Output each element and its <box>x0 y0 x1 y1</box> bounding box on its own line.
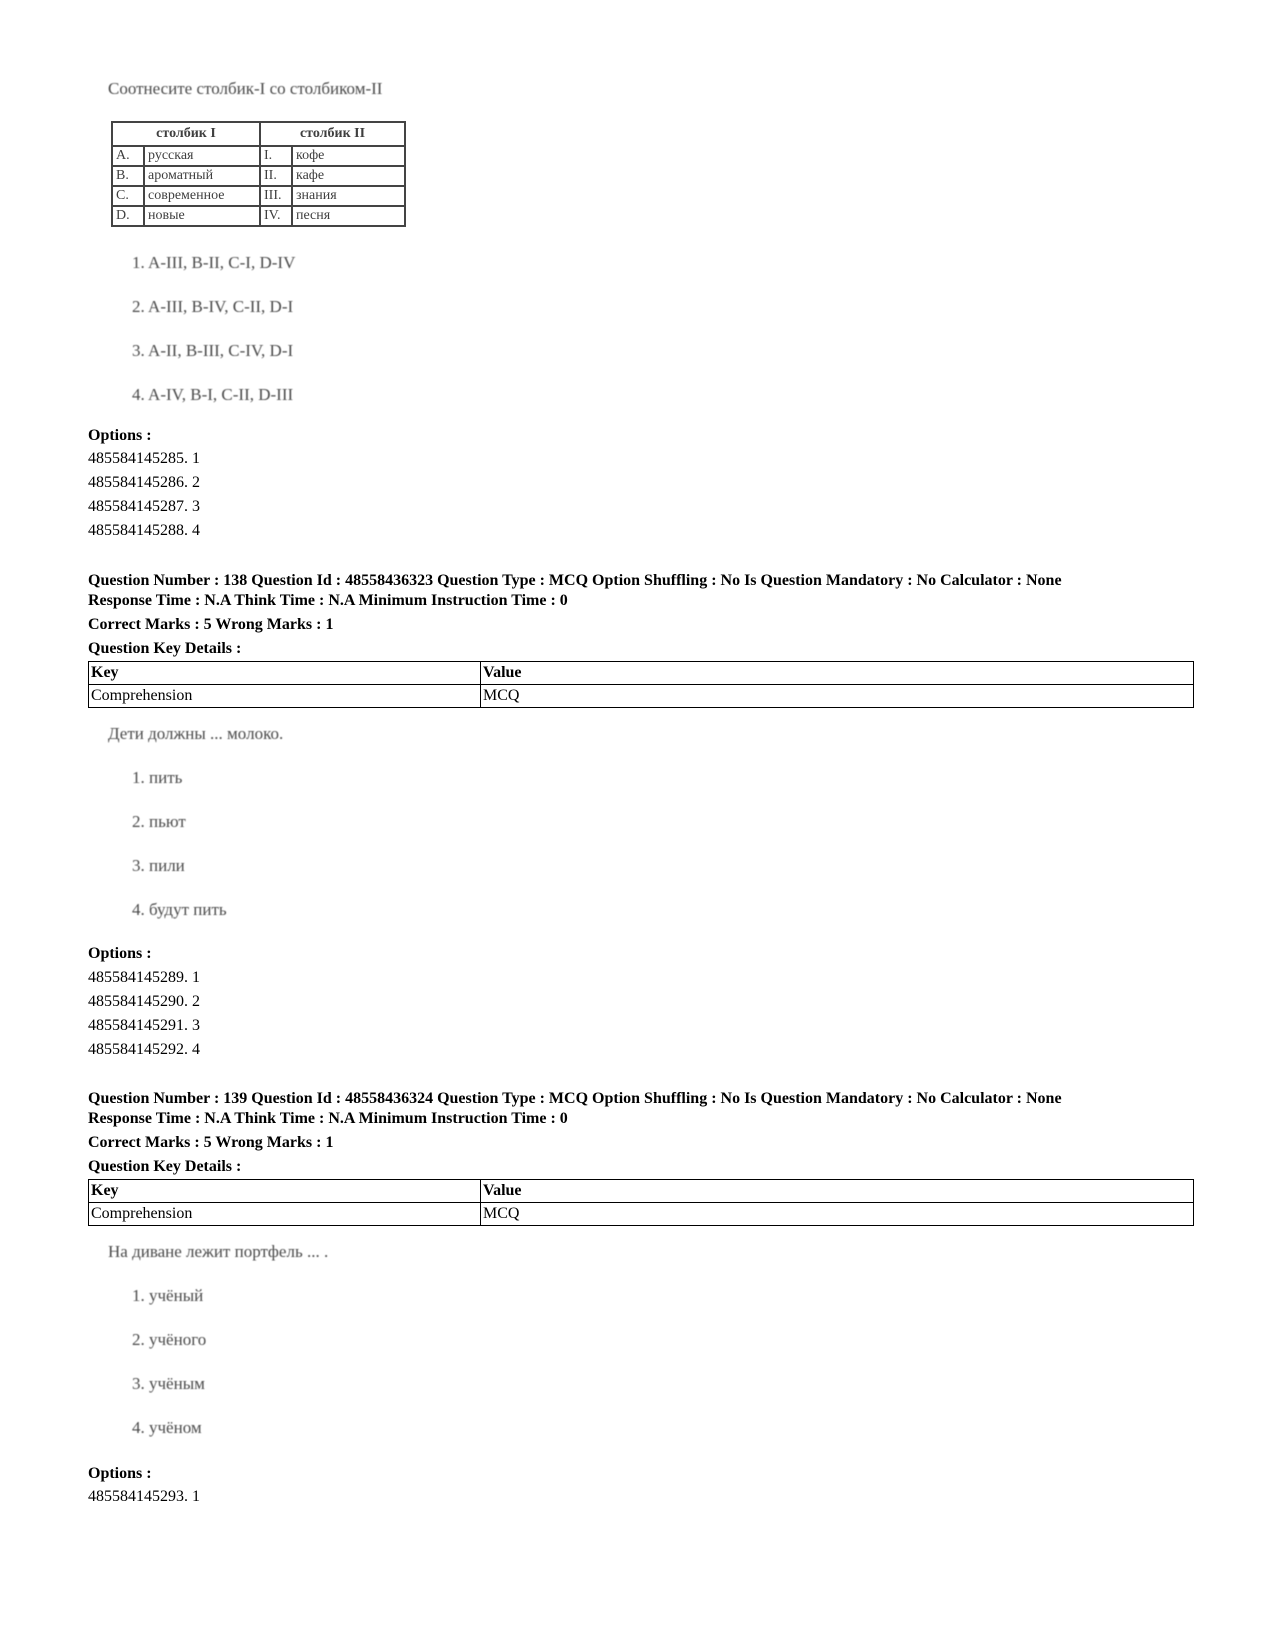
choice-item: 1. пить <box>132 768 183 787</box>
match-item: современное <box>144 186 260 206</box>
key-header: Key <box>89 662 481 685</box>
match-row <box>112 146 405 166</box>
option-item: 485584145285. 1 <box>88 450 200 467</box>
match-item: русская <box>144 146 260 166</box>
key-details-table <box>88 661 1194 708</box>
match-item: знания <box>292 186 405 206</box>
question-header-line-2: Response Time : N.A Think Time : N.A Minimum Instruction Time : 0 <box>88 592 568 609</box>
value-header: Value <box>481 1180 1194 1203</box>
marks-line: Correct Marks : 5 Wrong Marks : 1 <box>88 1134 334 1151</box>
match-item: ароматный <box>144 166 260 186</box>
option-item: 485584145290. 2 <box>88 993 200 1010</box>
choice-item: 4. учёном <box>132 1418 202 1437</box>
choice-item: 1. A-III, B-II, C-I, D-IV <box>132 253 296 272</box>
option-item: 485584145287. 3 <box>88 498 200 515</box>
match-letter: A. <box>112 146 144 166</box>
match-numeral: III. <box>260 186 292 206</box>
match-column-1-header: столбик I <box>112 122 260 146</box>
table-row <box>89 1203 1194 1226</box>
value-cell: MCQ <box>481 1203 1194 1226</box>
option-item: 485584145288. 4 <box>88 522 200 539</box>
match-letter: C. <box>112 186 144 206</box>
table-header-row <box>89 1180 1194 1203</box>
match-numeral: II. <box>260 166 292 186</box>
table-header-row <box>89 662 1194 685</box>
question-header-line-1: Question Number : 138 Question Id : 48558436323 Question Type : MCQ Option Shuffling : No Is Question Mandatory : No Calculator : None <box>88 572 1062 589</box>
value-cell: MCQ <box>481 685 1194 708</box>
match-numeral: I. <box>260 146 292 166</box>
key-details-table <box>88 1179 1194 1226</box>
question-prompt: Дети должны ... молоко. <box>108 724 284 743</box>
match-item: кофе <box>292 146 405 166</box>
choice-item: 3. пили <box>132 856 185 875</box>
choice-item: 3. A-II, B-III, C-IV, D-I <box>132 341 294 360</box>
key-cell: Comprehension <box>89 1203 481 1226</box>
match-item: новые <box>144 206 260 226</box>
match-letter: B. <box>112 166 144 186</box>
options-label: Options : <box>88 1465 152 1482</box>
question-header-line-2: Response Time : N.A Think Time : N.A Minimum Instruction Time : 0 <box>88 1110 568 1127</box>
match-letter: D. <box>112 206 144 226</box>
key-details-label: Question Key Details : <box>88 1158 242 1175</box>
key-cell: Comprehension <box>89 685 481 708</box>
key-header: Key <box>89 1180 481 1203</box>
option-item: 485584145289. 1 <box>88 969 200 986</box>
match-column-2-header: столбик II <box>260 122 405 146</box>
question-prompt: На диване лежит портфель ... . <box>108 1242 329 1261</box>
option-item: 485584145293. 1 <box>88 1488 200 1505</box>
choice-item: 2. пьют <box>132 812 186 831</box>
match-row <box>112 206 405 226</box>
match-item: песня <box>292 206 405 226</box>
question-prompt: Соотнесите столбик-I со столбиком-II <box>108 79 383 98</box>
choice-item: 2. A-III, B-IV, C-II, D-I <box>132 297 294 316</box>
question-header-line-1: Question Number : 139 Question Id : 48558436324 Question Type : MCQ Option Shuffling : No Is Question Mandatory : No Calculator : None <box>88 1090 1062 1107</box>
option-item: 485584145291. 3 <box>88 1017 200 1034</box>
match-header-row <box>112 122 405 146</box>
match-item: кафе <box>292 166 405 186</box>
key-details-label: Question Key Details : <box>88 640 242 657</box>
choice-item: 4. A-IV, B-I, C-II, D-III <box>132 385 294 404</box>
options-label: Options : <box>88 945 152 962</box>
choice-item: 2. учёного <box>132 1330 207 1349</box>
option-item: 485584145292. 4 <box>88 1041 200 1058</box>
option-item: 485584145286. 2 <box>88 474 200 491</box>
choice-item: 4. будут пить <box>132 900 227 919</box>
marks-line: Correct Marks : 5 Wrong Marks : 1 <box>88 616 334 633</box>
match-numeral: IV. <box>260 206 292 226</box>
choice-item: 3. учёным <box>132 1374 205 1393</box>
value-header: Value <box>481 662 1194 685</box>
options-label: Options : <box>88 427 152 444</box>
table-row <box>89 685 1194 708</box>
match-table <box>111 121 406 227</box>
choice-item: 1. учёный <box>132 1286 204 1305</box>
match-row <box>112 166 405 186</box>
match-row <box>112 186 405 206</box>
